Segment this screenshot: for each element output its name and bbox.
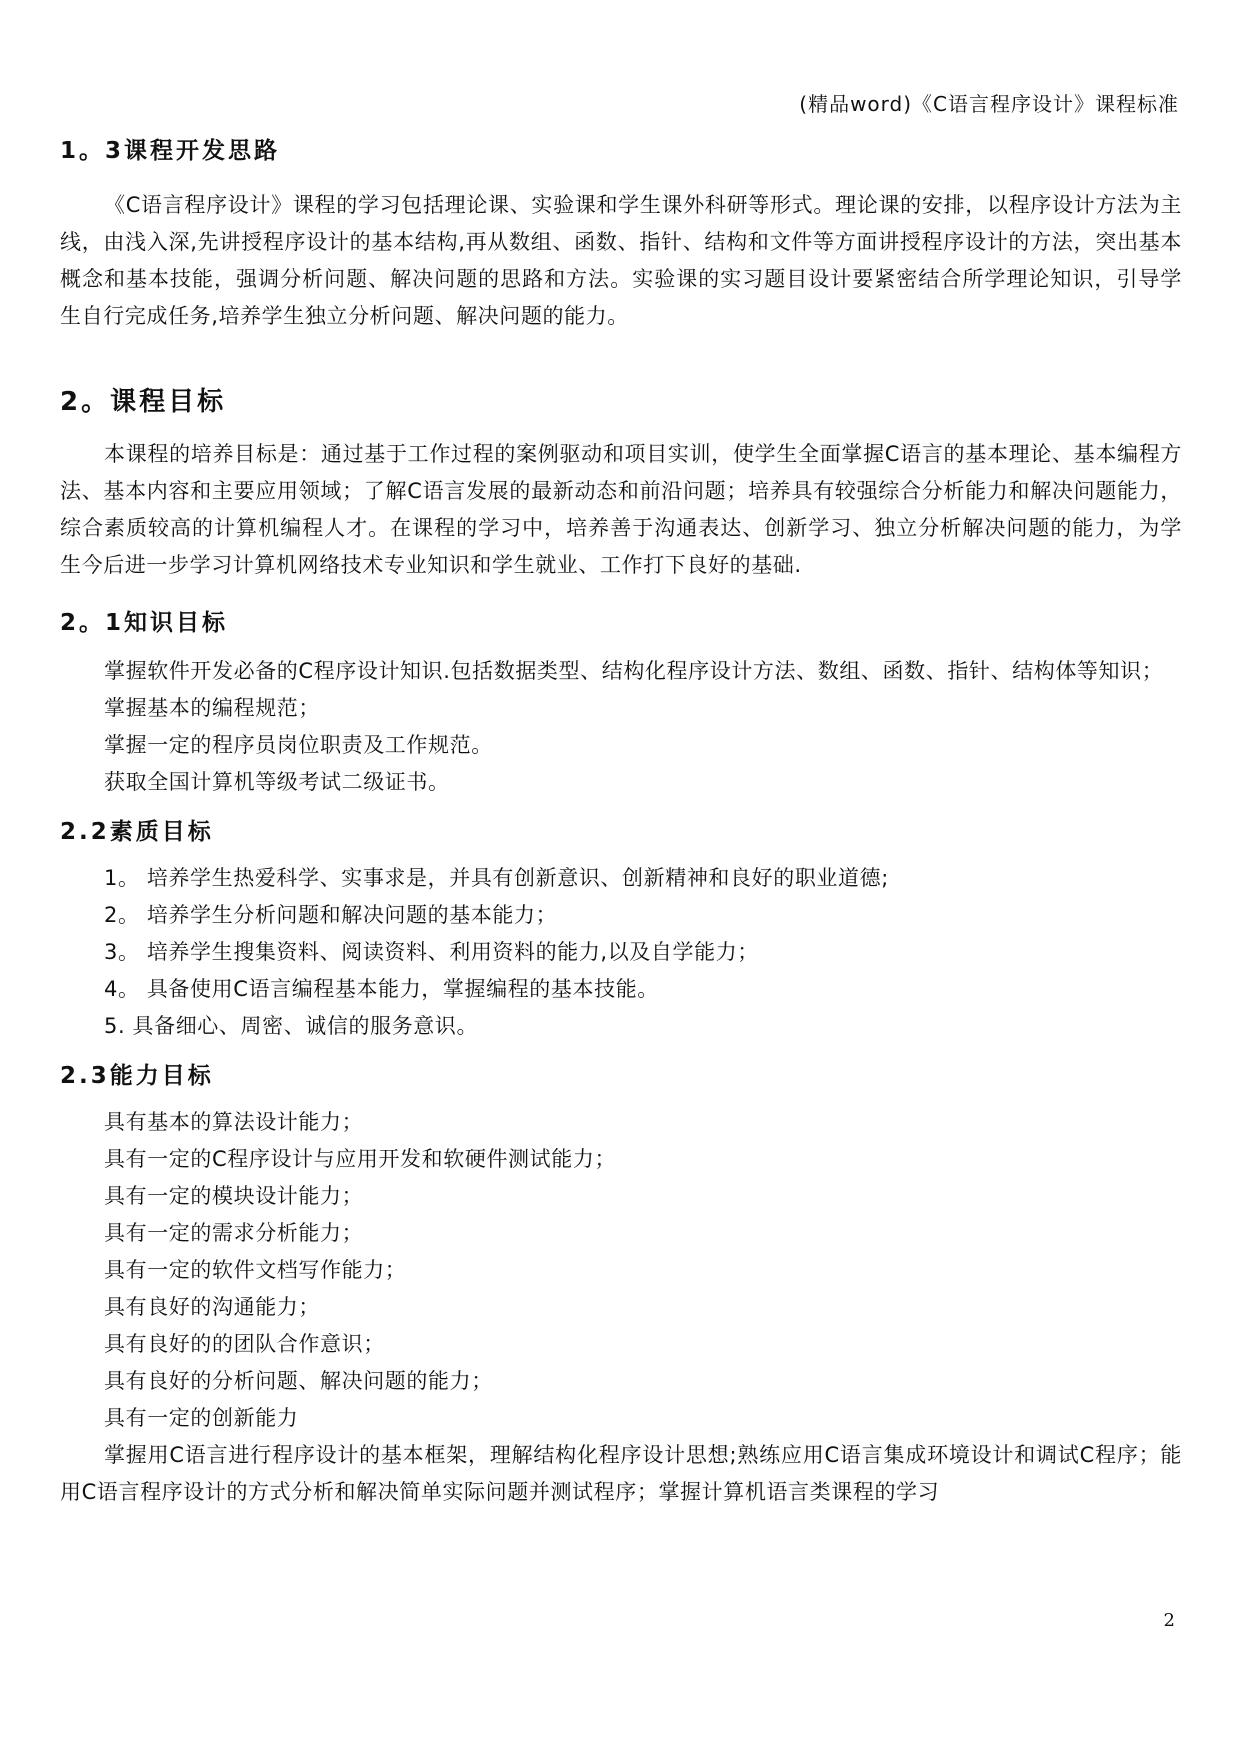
list-item: 具有良好的的团队合作意识； <box>104 1332 385 1356</box>
heading-knowledge-objectives: 2。1知识目标 <box>60 610 229 636</box>
list-item: 掌握一定的程序员岗位职责及工作规范。 <box>104 733 493 757</box>
paragraph-ability-objectives: 掌握用C语言进行程序设计的基本框架，理解结构化程序设计思想;熟练应用C语言集成环境设计和调试C程序；能用C语言程序设计的方式分析和解决简单实际问题并测试程序；掌握计算机语言类课程的学习 <box>60 1443 1182 1504</box>
list-knowledge-objectives <box>60 690 1182 801</box>
list-item: 具有一定的C程序设计与应用开发和软硬件测试能力； <box>104 1147 617 1171</box>
list-item: 3。 培养学生搜集资料、阅读资料、利用资料的能力,以及自学能力； <box>104 940 759 964</box>
list-item: 具有基本的算法设计能力； <box>104 1110 364 1134</box>
list-item: 获取全国计算机等级考试二级证书。 <box>104 770 450 794</box>
paragraph-course-objectives: 本课程的培养目标是：通过基于工作过程的案例驱动和项目实训，使学生全面掌握C语言的基本理论、基本编程方法、基本内容和主要应用领域；了解C语言发展的最新动态和前沿问题；培养具有较强综合分析能力和解决问题能力，综合素质较高的计算机编程人才。在课程的学习中，培养善于沟通表达、创新学习、独立分析解决问题的能力，为学生今后进一步学习计算机网络技术专业知识和学生就业、工作打下良好的基础. <box>60 442 1182 577</box>
list-item: 具有良好的沟通能力； <box>104 1295 320 1319</box>
list-item: 1。 培养学生热爱科学、实事求是，并具有创新意识、创新精神和良好的职业道德; <box>104 866 889 890</box>
running-header: (精品word)《C语言程序设计》课程标准 <box>799 92 1179 116</box>
heading-course-development-approach: 1。3课程开发思路 <box>60 138 281 164</box>
paragraph-course-development-approach: 《C语言程序设计》课程的学习包括理论课、实验课和学生课外科研等形式。理论课的安排，以程序设计方法为主线，由浅入深,先讲授程序设计的基本结构,再从数组、函数、指针、结构和文件等方面讲授程序设计的方法，突出基本概念和基本技能，强调分析问题、解决问题的思路和方法。实验课的实习题目设计要紧密结合所学理论知识，引导学生自行完成任务,培养学生独立分析问题、解决问题的能力。 <box>60 193 1182 328</box>
document-body <box>60 132 1182 1511</box>
heading-quality-objectives: 2.2素质目标 <box>60 819 214 845</box>
paragraph-knowledge-objectives: 掌握软件开发必备的C程序设计知识.包括数据类型、结构化程序设计方法、数组、函数、指针、结构体等知识； <box>104 659 1164 683</box>
list-item: 4。 具备使用C语言编程基本能力，掌握编程的基本技能。 <box>104 977 659 1001</box>
list-item: 2。 培养学生分析问题和解决问题的基本能力； <box>104 903 558 927</box>
list-item: 具有一定的软件文档写作能力； <box>104 1258 407 1282</box>
list-item: 具有一定的创新能力 <box>104 1406 299 1430</box>
list-item: 具有一定的需求分析能力； <box>104 1221 364 1245</box>
list-item: 具有良好的分析问题、解决问题的能力； <box>104 1369 493 1393</box>
list-item: 掌握基本的编程规范； <box>104 696 320 720</box>
heading-course-objectives: 2。课程目标 <box>60 387 227 417</box>
list-ability-objectives <box>60 1104 1182 1437</box>
page-number: 2 <box>1163 1610 1175 1631</box>
list-item: 具有一定的模块设计能力； <box>104 1184 364 1208</box>
list-quality-objectives <box>60 860 1182 1045</box>
heading-ability-objectives: 2.3能力目标 <box>60 1063 214 1089</box>
list-item: 5. 具备细心、周密、诚信的服务意识。 <box>104 1014 479 1038</box>
